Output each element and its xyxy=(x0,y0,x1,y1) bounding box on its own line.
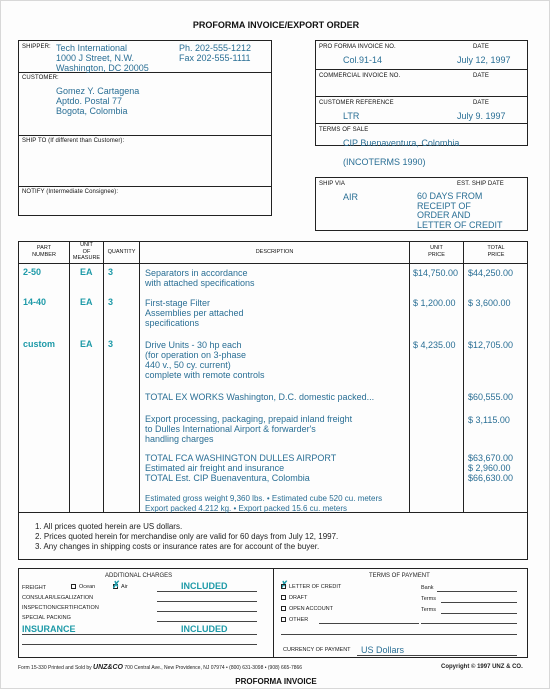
commercial-label: COMMERCIAL INVOICE NO. xyxy=(319,73,401,79)
customer-ref-label: CUSTOMER REFERENCE xyxy=(319,100,394,106)
terms-label-2: Terms xyxy=(421,607,436,613)
proforma-number: Col.91-14 xyxy=(343,55,383,65)
fca-line-3: TOTAL Est. CIP Buenaventura, Colombia xyxy=(145,473,310,483)
air-label: Air xyxy=(121,584,128,590)
terms-of-sale-label: TERMS OF SALE xyxy=(319,127,369,133)
weight-line-1: Estimated gross weight 9,360 lbs. • Estimated cube 520 cu. meters xyxy=(145,494,383,503)
fca-line-1: TOTAL FCA WASHINGTON DULLES AIRPORT xyxy=(145,453,337,463)
footer-brand-logo: UNZ&CO xyxy=(93,664,123,671)
customer-name: Gomez Y. Cartagena xyxy=(56,86,140,96)
letter-of-credit-label: LETTER OF CREDIT xyxy=(289,584,342,590)
col-total-price-2: PRICE xyxy=(487,251,505,258)
bank-label-1: Bank xyxy=(421,585,434,591)
row3-qty: 3 xyxy=(108,339,114,349)
terms-of-sale-line1: CIP Buenaventura, Colombia xyxy=(343,138,460,148)
row3-desc-3: 440 v., 50 cy. current) xyxy=(145,360,231,370)
draft-checkbox[interactable] xyxy=(281,595,286,600)
col-unit-1: UNIT xyxy=(80,242,93,248)
col-unit-3: MEASURE xyxy=(72,255,101,261)
currency-label: CURRENCY OF PAYMENT xyxy=(283,647,351,653)
export-processing-1: Export processing, packaging, prepaid inland freight xyxy=(145,414,353,424)
currency-value: US Dollars xyxy=(361,645,405,655)
est-ship-date-label: EST. SHIP DATE xyxy=(457,181,504,187)
total-ex-works-value: $60,555.00 xyxy=(468,392,514,402)
fca-value-1: $63,670.00 xyxy=(468,453,514,463)
bottom-title: PROFORMA INVOICE xyxy=(235,677,317,686)
row1-unit-price: $14,750.00 xyxy=(413,268,459,278)
row2-unit-price: $ 1,200.00 xyxy=(413,298,456,308)
row1-desc-2: with attached specifications xyxy=(145,278,255,288)
terms-of-payment-title: TERMS OF PAYMENT xyxy=(369,573,430,579)
other-label: OTHER xyxy=(289,617,309,623)
row2-desc-1: First-stage Filter xyxy=(145,298,211,308)
ship-via-label: SHIP VIA xyxy=(319,181,346,187)
row2-qty: 3 xyxy=(108,297,114,307)
row2-desc-2: Assemblies per attached xyxy=(145,308,244,318)
note-2: 2. Prices quoted herein for merchandise only are valid for 60 days from July 12, 1997. xyxy=(35,532,339,541)
row2-part: 14-40 xyxy=(23,297,47,307)
col-part-2: NUMBER xyxy=(32,251,56,258)
open-account-label: OPEN ACCOUNT xyxy=(289,606,334,612)
fca-value-2: $ 2,960.00 xyxy=(468,463,511,473)
export-processing-value: $ 3,115.00 xyxy=(468,415,510,425)
weight-line-2: Export packed 4.212 kg. • Export packed 15.6 cu. meters xyxy=(145,504,348,513)
special-packing-label: SPECIAL PACKING xyxy=(22,615,71,621)
export-processing-2: to Dulles International Airport & forwarder's xyxy=(145,424,316,434)
terms-of-sale-line2: (INCOTERMS 1990) xyxy=(343,157,426,167)
row3-unit: EA xyxy=(80,339,93,349)
shipper-fax: Fax 202-555-1111 xyxy=(179,53,251,63)
form-title: PROFORMA INVOICE/EXPORT ORDER xyxy=(192,20,360,30)
col-unit-2: OF xyxy=(82,248,91,255)
letter-of-credit-check-mark-icon: ✗ xyxy=(280,580,289,591)
footer-form-text: Form 15-330 Printed and Sold by xyxy=(18,665,92,671)
proforma-date: July 12, 1997 xyxy=(457,55,511,65)
customer-ref-date: July 9. 1997 xyxy=(457,111,506,121)
fca-line-2: Estimated air freight and insurance xyxy=(145,463,285,473)
est-ship-date-line3: ORDER AND xyxy=(417,210,471,220)
shipper-label: SHIPPER: xyxy=(22,44,51,50)
letter-of-credit-checkbox[interactable] xyxy=(281,584,286,589)
row2-total: $ 3,600.00 xyxy=(468,298,511,308)
total-ex-works-label: TOTAL EX WORKS Washington, D.C. domestic packed... xyxy=(145,392,375,402)
ship-via-value: AIR xyxy=(343,192,359,202)
consular-label: CONSULAR/LEGALIZATION xyxy=(22,595,94,601)
row3-part: custom xyxy=(23,339,56,349)
col-total-price-1: TOTAL xyxy=(487,245,505,251)
col-part-1: PART xyxy=(36,245,52,251)
inspection-label: INSPECTION/CERTIFICATION xyxy=(22,605,99,611)
row1-qty: 3 xyxy=(108,267,114,277)
est-ship-date-line1: 60 DAYS FROM xyxy=(417,191,483,201)
shipper-city: Washington, DC 20005 xyxy=(56,63,149,73)
row3-desc-1: Drive Units - 30 hp each xyxy=(145,340,242,350)
shipper-name: Tech International xyxy=(56,43,128,53)
ship-to-label: SHIP TO (If different than Customer): xyxy=(22,138,125,144)
note-1: 1. All prices quoted herein are US dollars. xyxy=(35,522,183,531)
draft-label: DRAFT xyxy=(289,595,308,601)
row3-desc-2: (for operation on 3-phase xyxy=(145,350,247,360)
shipper-phone: Ph. 202-555-1212 xyxy=(179,43,252,53)
customer-label: CUSTOMER: xyxy=(22,75,59,81)
col-description: DESCRIPTION xyxy=(255,249,294,255)
row1-desc-1: Separators in accordance xyxy=(145,268,248,278)
row1-unit: EA xyxy=(80,267,93,277)
row1-total: $44,250.00 xyxy=(468,268,514,278)
row1-part: 2-50 xyxy=(23,267,42,277)
customer-ref-date-label: DATE xyxy=(473,100,489,106)
other-checkbox[interactable] xyxy=(281,617,286,622)
air-freight-value: INCLUDED xyxy=(181,581,228,591)
row2-unit: EA xyxy=(80,297,93,307)
fca-value-3: $66,630.00 xyxy=(468,473,514,483)
commercial-date-label: DATE xyxy=(473,73,489,79)
note-3: 3. Any changes in shipping costs or insurance rates are for account of the buyer. xyxy=(35,542,320,551)
est-ship-date-line2: RECEIPT OF xyxy=(417,200,471,211)
footer-copyright: Copyright © 1997 UNZ & CO. xyxy=(441,664,523,670)
air-check-mark-icon: ✗ xyxy=(112,580,121,591)
customer-ref-value: LTR xyxy=(343,111,360,121)
export-processing-3: handling charges xyxy=(145,434,214,444)
row3-unit-price: $ 4,235.00 xyxy=(413,340,456,350)
insurance-value: INCLUDED xyxy=(181,624,228,634)
footer-address: 700 Central Ave., New Providence, NJ 07974 • (800) 631-3098 • (908) 665-7866 xyxy=(124,665,303,671)
customer-address: Aptdo. Postal 77 xyxy=(56,96,123,106)
notify-label: NOTIFY (Intermediate Consignee): xyxy=(22,189,119,195)
row3-total: $12,705.00 xyxy=(468,340,514,350)
col-quantity: QUANTITY xyxy=(107,249,136,255)
proforma-label: PRO FORMA INVOICE NO. xyxy=(319,44,396,50)
insurance-label: INSURANCE xyxy=(22,624,76,634)
col-unit-price-1: UNIT xyxy=(430,245,443,251)
row3-desc-4: complete with remote controls xyxy=(145,370,265,380)
ocean-label: Ocean xyxy=(79,584,96,590)
col-unit-price-2: PRICE xyxy=(428,251,445,258)
proforma-date-label: DATE xyxy=(473,44,489,50)
open-account-checkbox[interactable] xyxy=(281,606,286,611)
shipper-street: 1000 J Street, N.W. xyxy=(56,53,135,63)
row2-desc-3: specifications xyxy=(145,318,200,328)
ocean-checkbox[interactable] xyxy=(71,584,76,589)
freight-label: FREIGHT xyxy=(22,585,47,591)
terms-label-1: Terms xyxy=(421,596,436,602)
customer-city: Bogota, Colombia xyxy=(56,106,128,116)
est-ship-date-line4: LETTER OF CREDIT xyxy=(417,219,503,230)
additional-charges-title: ADDITIONAL CHARGES xyxy=(105,573,173,579)
